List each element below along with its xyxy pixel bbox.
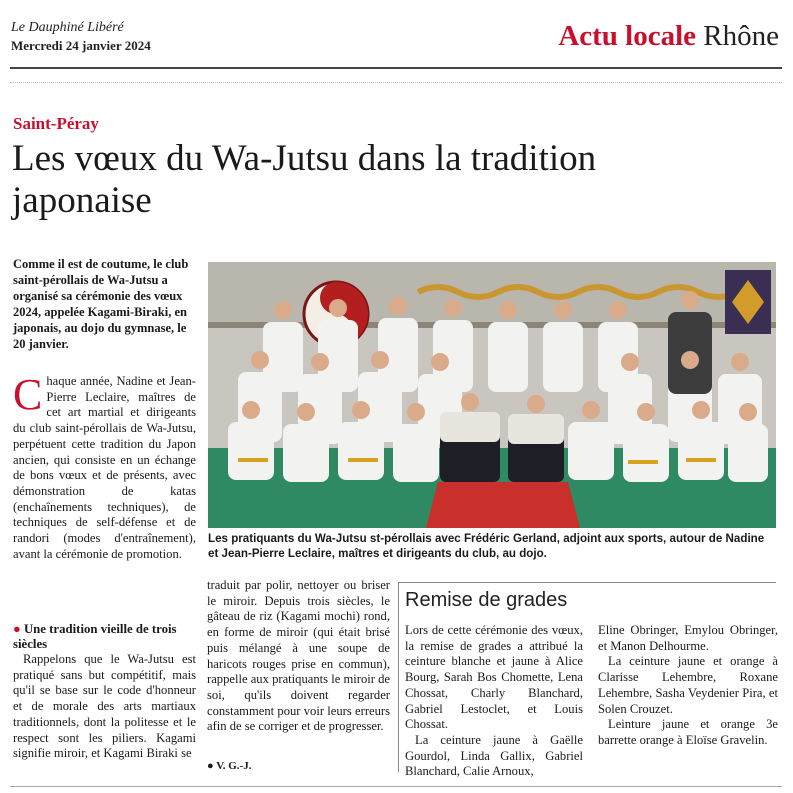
article-subhead (13, 622, 198, 652)
article-headline: Les vœux du Wa-Jutsu dans la tradition japonaise (12, 138, 597, 221)
bottom-rule (10, 786, 782, 787)
dotted-divider (10, 82, 782, 83)
article-col2-text: traduit par polir, nettoyer ou briser le miroir. Depuis trois siècles, le gâteau de riz (Kagami mochi) rond, en forme de miroir (qui était brisé puis mélangé à une soupe de haricots rouges prise en commun), rappelle aux pratiquants le miroir de soi, qu'ils doivent regarder constamment pour voir leurs erreurs afin de se corriger et de progresser. (207, 578, 390, 734)
issue-date: Mercredi 24 janvier 2024 (11, 38, 151, 53)
article-section-text: Rappelons que le Wa-Jutsu est pratiqué sans but compétitif, mais qu'il se base sur le code d'honneur et de morale des arts martiaux traditionnels, dont la politesse et le respect sont les piliers. Kagami signifie miroir, et Kagami Biraki se (13, 652, 196, 761)
author-signature: ● V. G.-J. (207, 760, 252, 772)
photo-caption: Les pratiquants du Wa-Jutsu st-pérollais avec Frédéric Gerland, adjoint aux sports, autour de Nadine et Jean-Pierre Leclaire, maîtres et dirigeants du club, au dojo. (208, 532, 765, 560)
grades-paragraph-4: La ceinture jaune et orange à Clarisse Lehembre, Roxane Lehembre, Sasha Veydenier Pira, et Solen Crouzet. (598, 654, 778, 716)
group-photo (208, 262, 776, 528)
grades-box-column-2 (598, 623, 778, 749)
grades-paragraph-2: La ceinture jaune à Gaëlle Gourdol, Linda Gallix, Gabriel Blanchard, Calie Arnoux, (405, 732, 583, 779)
article-intro (13, 370, 196, 562)
publication-name: Le Dauphiné Libéré (11, 20, 124, 35)
group-photo-illustration (208, 262, 776, 528)
drop-cap: C (13, 370, 43, 419)
article-lead: Comme il est de coutume, le club saint-pérollais de Wa-Jutsu a organisé sa cérémonie des vœux 2024, appelée Kagami-Biraki, en japonais, au dojo du gymnase, le 20 janvier. (13, 257, 189, 351)
top-rule (10, 67, 782, 69)
box-left-rule (398, 582, 399, 772)
box-top-rule (398, 582, 776, 583)
subhead-text: Une tradition vieille de trois siècles (13, 622, 177, 651)
grades-paragraph-5: Leinture jaune et orange 3e barrette orange à Eloïse Gravelin. (598, 717, 778, 747)
section-title-region: Rhône (703, 20, 779, 52)
section-title-red: Actu locale (558, 20, 697, 52)
bullet-icon: ● (13, 622, 21, 636)
grades-paragraph-3: Eline Obringer, Emylou Obringer, et Manon Delhourme. (598, 623, 778, 653)
grades-box-title: Remise de grades (405, 589, 568, 611)
section-title (558, 22, 779, 51)
grades-box-column-1 (405, 623, 583, 780)
article-place: Saint-Péray (13, 114, 99, 133)
intro-text: haque année, Nadine et Jean-Pierre Leclaire, maîtres de cet art martial et dirigeants du club saint-pérollais de Wa-Jutsu, perpétuent cette tradition du Japon ancien, qui consiste en un échange de bons vœux et de présents, avec démonstration de katas (enchaînements techniques), de techniques de self-défense et de randori (modes d'entraînement), avant la cérémonie de promotion. (13, 374, 196, 561)
grades-paragraph-1: Lors de cette cérémonie des vœux, la remise de grades a attribué la ceinture blanche et jaune à Alice Bourg, Sarah Bos Chomette, Lena Chossat, Charly Blanchard, Gabriel Lestoclet, et Louis Chossat. (405, 623, 583, 732)
